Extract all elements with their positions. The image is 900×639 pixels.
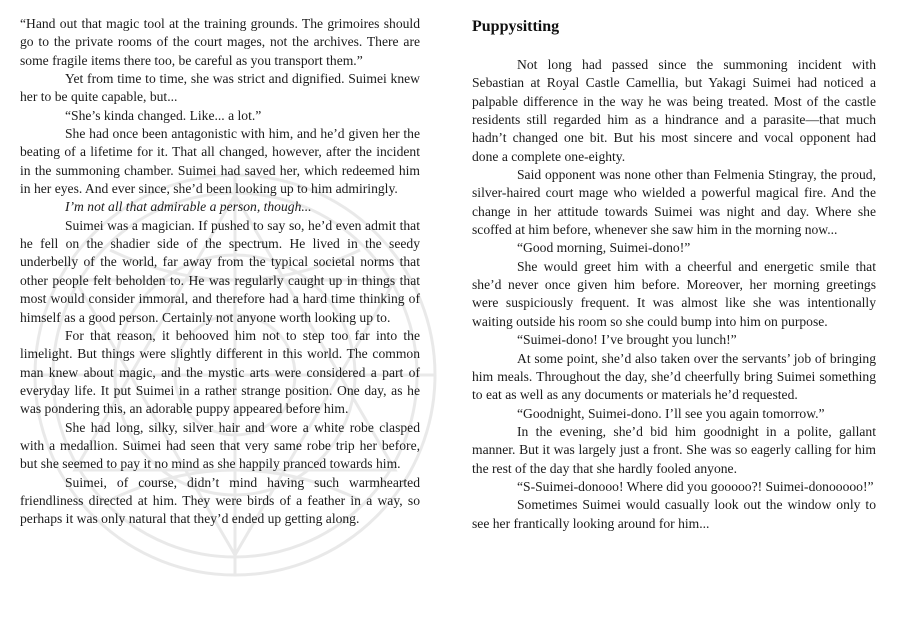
- right-body-text: [472, 56, 876, 533]
- paragraph: In the evening, she’d bid him goodnight in a polite, gallant manner. But it was largely just a front. She was so eagerly calling for him the rest of the day that she hardly fooled anyone.: [472, 423, 876, 476]
- paragraph: Said opponent was none other than Felmenia Stingray, the proud, silver-haired court mage who wielded a powerful magical fire. And the change in her attitude towards Suimei was night and day. Where she scoffed at him before, whenever she saw him in the morning now...: [472, 167, 876, 238]
- paragraph: Suimei, of course, didn’t mind having such warmhearted friendliness directed at him. They were birds of a feather in a way, so perhaps it was only natural that they’d ended up getting along.: [20, 474, 420, 527]
- paragraph: For that reason, it behooved him not to step too far into the limelight. But things were slightly different in this world. The common man knew about magic, and the mystic arts were considered a part of everyday life. It put Suimei in a rather strange position. One day, as he was pondering this, an adorable puppy appeared before him.: [20, 327, 420, 417]
- chapter-title: Puppysitting: [472, 18, 560, 35]
- right-page: [450, 0, 900, 639]
- left-body-text: [20, 15, 420, 529]
- paragraph-italic-thought: I’m not all that admirable a person, though...: [65, 199, 312, 215]
- paragraph: At some point, she’d also taken over the servants’ job of bringing him meals. Throughout the day, she’d cheerfully bring Suimei something to eat as well as any documents or materials he’d requested.: [472, 350, 876, 403]
- paragraph: “She’s kinda changed. Like... a lot.”: [65, 107, 262, 123]
- paragraph: She had long, silky, silver hair and wore a white robe clasped with a medallion. Suimei had seen that very same robe trip her before, but she seemed to pay it no mind as she happily pranced towards him.: [20, 419, 420, 472]
- paragraph: She would greet him with a cheerful and energetic smile that she’d never once given him before. Moreover, her morning greetings were suspiciously frequent. It was almost like she was intentionally waiting outside his room so she could bump into him on purpose.: [472, 258, 876, 329]
- paragraph: “Good morning, Suimei-dono!”: [517, 240, 691, 256]
- paragraph: Yet from time to time, she was strict and dignified. Suimei knew her to be quite capable, but...: [20, 71, 420, 105]
- paragraph: “S-Suimei-donooo! Where did you gooooo?! Suimei-donooooo!”: [517, 478, 874, 494]
- paragraph: “Suimei-dono! I’ve brought you lunch!”: [517, 332, 737, 348]
- paragraph: Not long had passed since the summoning incident with Sebastian at Royal Castle Camellia, but Yakagi Suimei had noticed a palpable difference in the way he was being treated. Most of the castle residents still regarded him as a hindrance and a parasite—that much hadn’t changed one bit. But his most sincere and vocal opponent had done a complete one-eighty.: [472, 57, 876, 164]
- paragraph: She had once been antagonistic with him, and he’d given her the beating of a lifetime for it. That all changed, however, after the incident in the summoning chamber. Suimei had saved her, which redeemed him in her eyes. And ever since, she’d been looking up to him admiringly.: [20, 126, 420, 197]
- paragraph: Suimei was a magician. If pushed to say so, he’d even admit that he fell on the shadier side of the spectrum. He lived in the seedy underbelly of the world, far away from the typical societal norms that other people felt beholden to. He was regularly caught up in things that most would consider immoral, and therefore had a hard time thinking of himself as a good person. Certainly not anyone worth looking up to.: [20, 217, 420, 325]
- paragraph: Sometimes Suimei would casually look out the window only to see her frantically looking around for him...: [472, 497, 876, 531]
- paragraph: “Goodnight, Suimei-dono. I’ll see you again tomorrow.”: [517, 405, 825, 421]
- paragraph: “Hand out that magic tool at the training grounds. The grimoires should go to the private rooms of the court mages, not the archives. There are some fragile items there too, be careful as you transport them.”: [20, 16, 420, 68]
